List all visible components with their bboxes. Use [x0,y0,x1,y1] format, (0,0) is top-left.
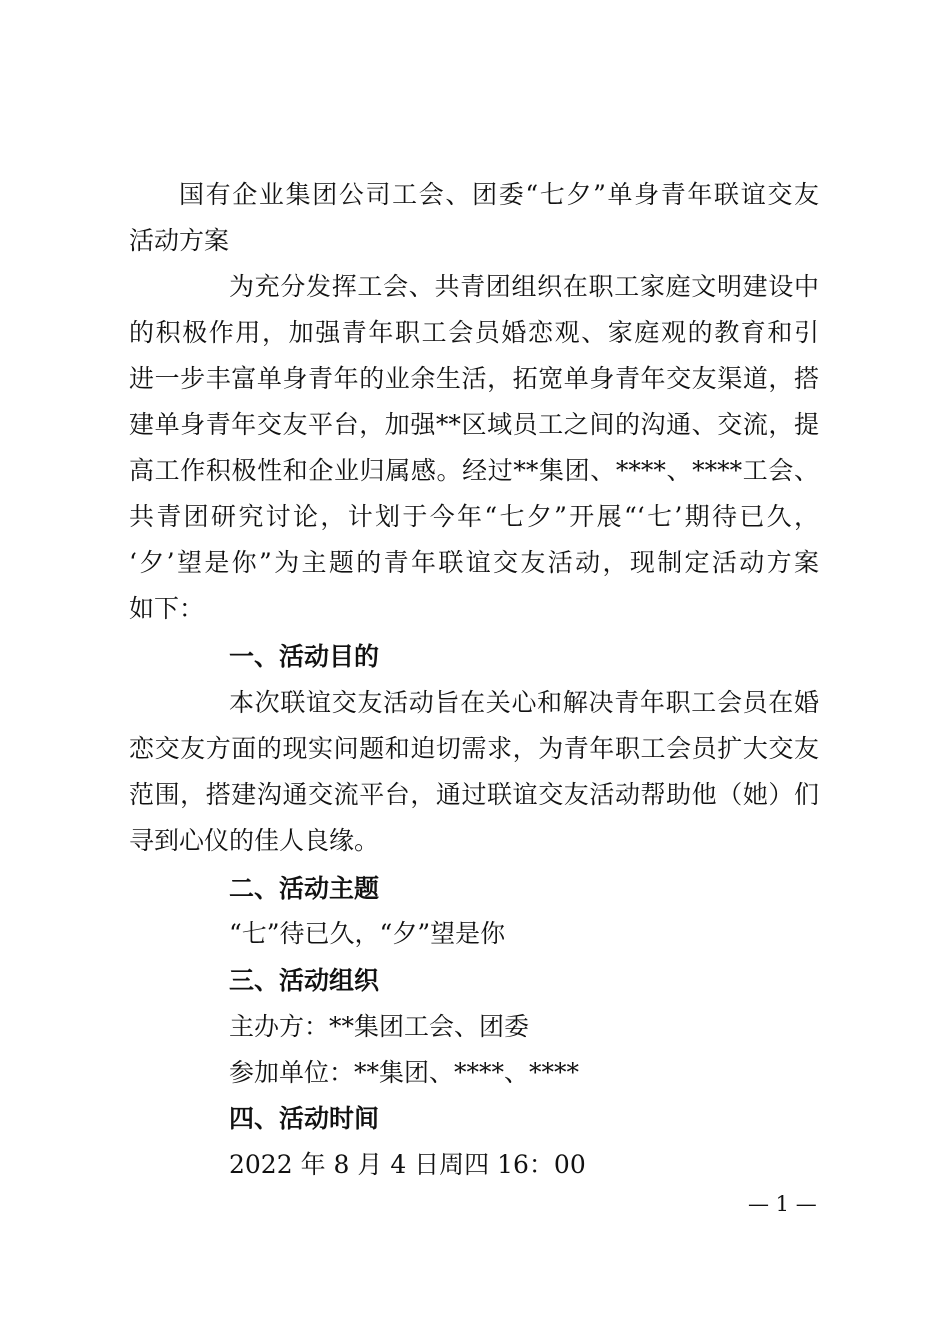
intro-line-5: 高工作积极性和企业归属感。经过**集团、****、****工会、 [129,456,819,485]
section-heading-theme: 二、活动主题 [229,874,380,903]
intro-line-4: 建单身青年交友平台，加强**区域员工之间的沟通、交流，提 [129,410,819,439]
document-title-line-1: 国有企业集团公司工会、团委“七夕”单身青年联谊交友 [179,180,819,209]
intro-line-7: ‘夕’望是你”为主题的青年联谊交友活动，现制定活动方案 [129,548,819,577]
purpose-line-4: 寻到心仪的佳人良缘。 [129,826,380,855]
intro-line-3: 进一步丰富单身青年的业余生活，拓宽单身青年交友渠道，搭 [129,364,819,393]
intro-line-8: 如下： [129,594,205,623]
purpose-line-1: 本次联谊交友活动旨在关心和解决青年职工会员在婚 [229,688,819,717]
purpose-line-3: 范围，搭建沟通交流平台，通过联谊交友活动帮助他（她）们 [129,780,819,809]
section-heading-time: 四、活动时间 [229,1104,380,1133]
section-heading-purpose: 一、活动目的 [229,642,380,671]
page-number: — 1 — [748,1192,817,1216]
section-heading-organization: 三、活动组织 [229,966,380,995]
intro-line-1: 为充分发挥工会、共青团组织在职工家庭文明建设中 [229,272,819,301]
theme-text: “七”待已久，“夕”望是你 [229,919,506,948]
intro-line-6: 共青团研究讨论，计划于今年“七夕”开展“‘七’期待已久， [129,502,819,531]
participants-text: 参加单位：**集团、****、**** [229,1058,580,1087]
intro-line-2: 的积极作用，加强青年职工会员婚恋观、家庭观的教育和引 [129,318,819,347]
organizer-text: 主办方：**集团工会、团委 [229,1012,530,1041]
time-text: 2022 年 8 月 4 日周四 16：00 [229,1150,586,1179]
purpose-line-2: 恋交友方面的现实问题和迫切需求，为青年职工会员扩大交友 [129,734,819,763]
document-title-line-2: 活动方案 [129,226,230,255]
